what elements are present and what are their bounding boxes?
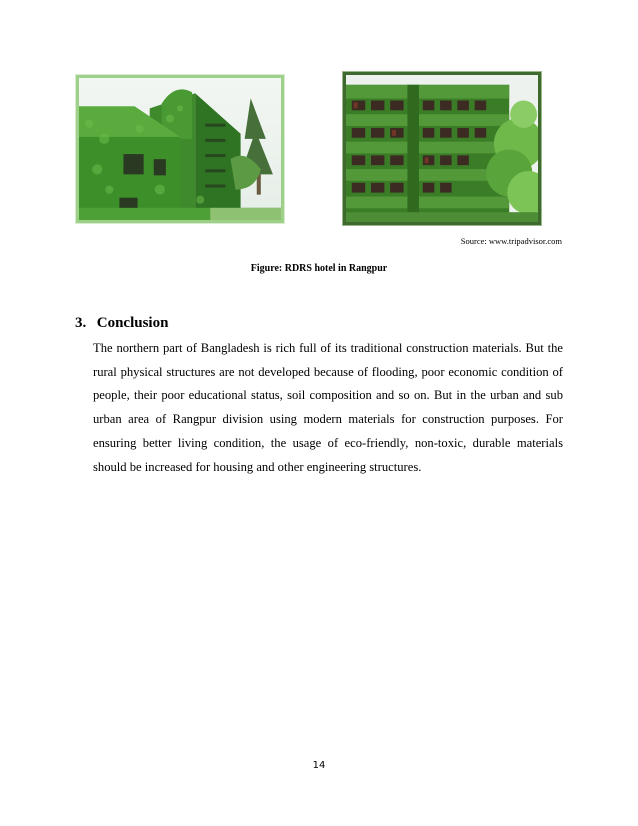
section-number: 3.	[75, 315, 87, 331]
section-heading	[75, 315, 168, 332]
section-title: Conclusion	[96, 315, 169, 331]
hotel-photo-left	[76, 75, 284, 223]
image-source-credit: Source: www.tripadvisor.com	[460, 236, 562, 246]
page-number: 14	[312, 760, 326, 771]
section-paragraph: The northern part of Bangladesh is rich full of its traditional construction materials. But the rural physical structures are not developed because of flooding, poor economic condition of people, their poor educational status, soil composition and so on. But in the urban and sub urban area of Rangpur division using modern materials for construction purposes. For ensuring better living condition, the usage of eco-friendly, non-toxic, durable materials should be increased for housing and other engineering structures.	[93, 341, 563, 474]
figure-caption: Figure: RDRS hotel in Rangpur	[250, 263, 388, 274]
hotel-photo-right	[343, 72, 541, 225]
